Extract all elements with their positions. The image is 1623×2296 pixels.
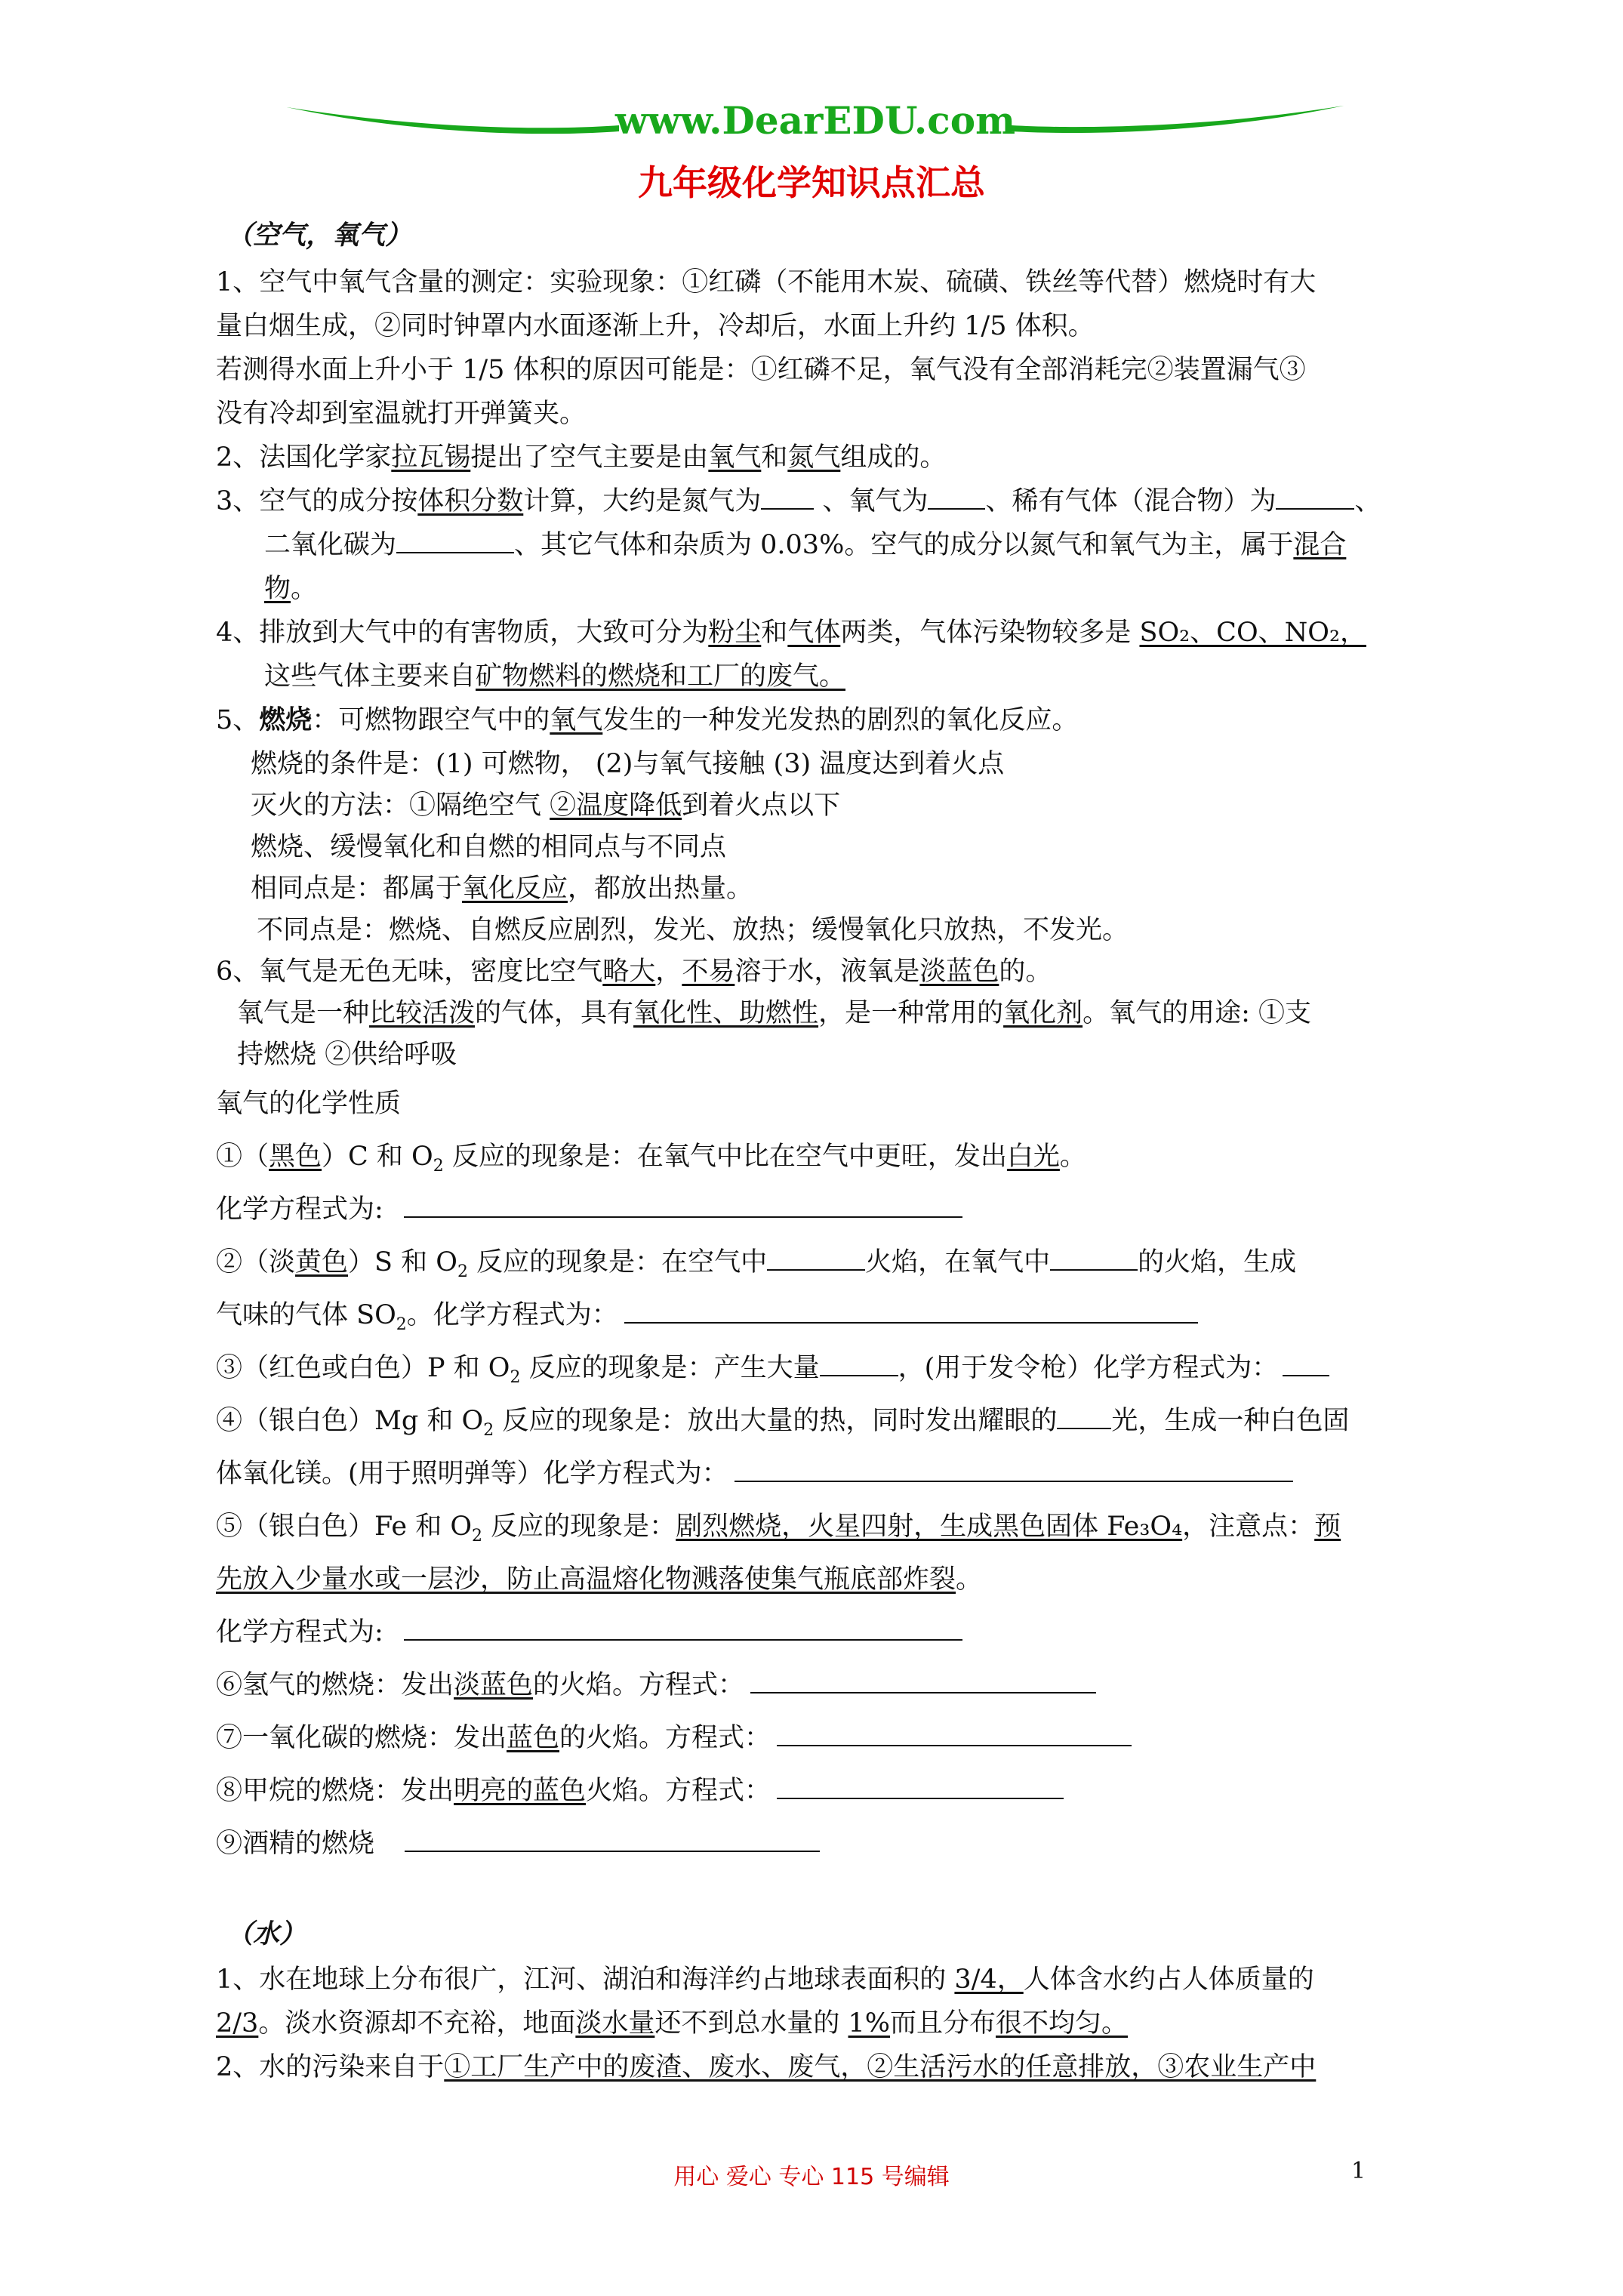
fill-blank: [735, 1458, 1293, 1482]
text-line: 没有冷却到室温就打开弹簧夹。: [216, 399, 587, 429]
text-line: ①（黑色）C 和 $O_2$ 反应的现象是：在氧气中比在空气中更旺，发出白光。: [216, 1142, 1086, 1176]
fill-blank: [750, 1669, 1096, 1693]
fill-blank: [1283, 1352, 1329, 1376]
fill-blank: [624, 1299, 1198, 1324]
text-line: 2、水的污染来自于①工厂生产中的废渣、废水、废气，②生活污水的任意排放，③农业生产中: [216, 2052, 1317, 2082]
fill-blank: [404, 1194, 962, 1218]
text-line: 氧气是一种比较活泼的气体，具有氧化性、助燃性，是一种常用的氧化剂。氧气的用途: ①支: [237, 998, 1312, 1028]
text-line: 灭火的方法：①隔绝空气 ②温度降低到着火点以下: [251, 791, 841, 821]
text-line: ⑤（银白色）Fe 和 $O_2$ 反应的现象是：剧烈燃烧，火星四射，生成黑色固体 Fe₃O₄，注意点：预: [216, 1512, 1341, 1546]
fill-blank: [777, 1722, 1132, 1746]
text-line: 3、空气的成分按体积分数计算，大约是氮气为 、氧气为 、稀有气体（混合物）为 、: [216, 486, 1381, 516]
text-line: ⑨酒精的燃烧: [216, 1827, 820, 1860]
text-line: 燃烧的条件是：(1) 可燃物， (2)与氧气接触 (3) 温度达到着火点: [251, 749, 1005, 779]
text-line: 2、法国化学家拉瓦锡提出了空气主要是由氧气和氮气组成的。: [216, 442, 947, 473]
text-line: 4、排放到大气中的有害物质，大致可分为粉尘和气体两类，气体污染物较多是 SO₂、CO、NO₂，: [216, 618, 1366, 648]
text-line: 体氧化镁。(用于照明弹等）化学方程式为：: [216, 1457, 1293, 1490]
fill-blank: [820, 1352, 898, 1376]
text-line: 2/3。淡水资源却不充裕，地面淡水量还不到总水量的 1%而且分布很不均匀。: [216, 2008, 1129, 2039]
text-line: 物。: [264, 574, 318, 604]
text-line: 持燃烧 ②供给呼吸: [237, 1040, 457, 1070]
fill-blank: [777, 1775, 1064, 1799]
text-line: 化学方程式为:: [216, 1193, 962, 1226]
section-heading-water: （水）: [226, 1918, 306, 1949]
fill-blank: [405, 1828, 820, 1852]
text-line: ⑥氢气的燃烧：发出淡蓝色的火焰。方程式：: [216, 1669, 1096, 1702]
text-line: 二氧化碳为 、其它气体和杂质为 0.03%。空气的成分以氮气和氧气为主，属于混合: [264, 530, 1347, 560]
text-line: 若测得水面上升小于 1/5 体积的原因可能是：①红磷不足，氧气没有全部消耗完②装置漏气③: [216, 355, 1306, 385]
text-line: ④（银白色）Mg 和 $O_2$ 反应的现象是：放出大量的热，同时发出耀眼的 光，生成一种白色固: [216, 1406, 1350, 1440]
fill-blank: [1276, 485, 1354, 510]
text-line: 燃烧、缓慢氧化和自燃的相同点与不同点: [251, 832, 727, 862]
text-line: ⑧甲烷的燃烧：发出明亮的蓝色火焰。方程式：: [216, 1774, 1064, 1808]
fill-blank: [404, 1616, 962, 1641]
fill-blank: [767, 1247, 865, 1271]
fill-blank: [928, 485, 985, 510]
text-line: 相同点是：都属于氧化反应，都放出热量。: [251, 874, 753, 904]
text-line: 6、氧气是无色无味，密度比空气略大，不易溶于水，液氧是淡蓝色的。: [216, 957, 1052, 987]
footer-note: 用心 爱心 专心 115 号编辑: [673, 2164, 950, 2190]
section-heading-air: （空气，氧气）: [226, 220, 412, 251]
page-title: 九年级化学知识点汇总: [638, 162, 985, 203]
site-banner: [287, 95, 1344, 156]
text-line: 化学方程式为:: [216, 1616, 962, 1649]
fill-blank: [761, 485, 814, 510]
text-line: ②（淡黄色）S 和 $O_2$ 反应的现象是：在空气中 火焰，在氧气中 的火焰，生成: [216, 1247, 1297, 1281]
text-line: 气味的气体 $SO_2$。化学方程式为：: [216, 1299, 1198, 1342]
fill-blank: [396, 529, 514, 553]
text-line: ③（红色或白色）P 和 $O_2$ 反应的现象是：产生大量 ，(用于发令枪）化学方程式为：: [216, 1351, 1329, 1395]
site-name: www.DearEDU.com: [614, 98, 1015, 143]
text-line: 5、燃烧：可燃物跟空气中的氧气发生的一种发光发热的剧烈的氧化反应。: [216, 704, 1079, 735]
text-line: 1、空气中氧气含量的测定：实验现象：①红磷（不能用木炭、硫磺、铁丝等代替）燃烧时有大: [216, 267, 1317, 297]
text-line: 氧气的化学性质: [216, 1089, 402, 1119]
text-line: 量白烟生成，②同时钟罩内水面逐渐上升，冷却后，水面上升约 1/5 体积。: [216, 311, 1095, 341]
page-number: 1: [1351, 2158, 1366, 2184]
fill-blank: [1050, 1247, 1138, 1271]
text-line: 不同点是：燃烧、自燃反应剧烈，发光、放热；缓慢氧化只放热，不发光。: [257, 915, 1129, 945]
text-line: 这些气体主要来自矿物燃料的燃烧和工厂的废气。: [264, 661, 846, 692]
text-line: 1、水在地球上分布很广，江河、湖泊和海洋约占地球表面积的 3/4，人体含水约占人体质量的: [216, 1965, 1314, 1995]
text-line: ⑦一氧化碳的燃烧：发出蓝色的火焰。方程式：: [216, 1721, 1132, 1755]
fill-blank: [1057, 1405, 1111, 1429]
text-line: 先放入少量水或一层沙，防止高温熔化物溅落使集气瓶底部炸裂。: [216, 1564, 983, 1595]
